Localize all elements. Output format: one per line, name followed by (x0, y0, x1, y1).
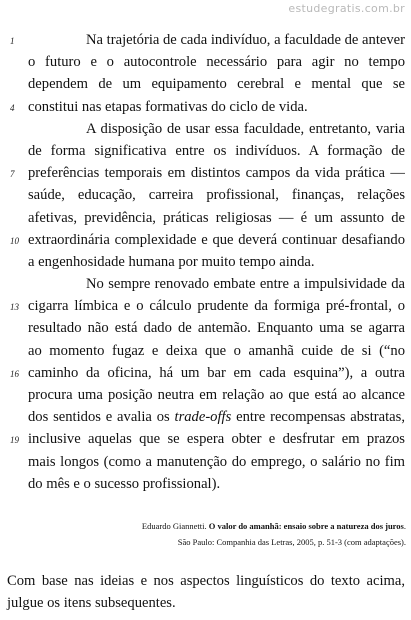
line-text (28, 51, 405, 73)
passage-line (0, 362, 411, 384)
passage-line (0, 317, 411, 339)
line-number: 19 (10, 435, 19, 446)
line-text-segment: a engenhosidade humana por muito tempo ainda. (28, 253, 315, 270)
line-text (28, 73, 405, 95)
text-passage (0, 29, 411, 495)
line-text-segment: No sempre renovado embate entre a impulsividade da (86, 276, 405, 293)
line-text-segment: do mês e o sucesso profissional). (28, 475, 221, 492)
line-number: 7 (10, 169, 15, 180)
source-citation (140, 519, 406, 550)
passage-line (0, 96, 411, 118)
line-text (28, 96, 405, 118)
passage-line (0, 340, 411, 362)
line-text-segment: o futuro e o autocontrole necessário para agir no tempo (28, 54, 405, 71)
passage-line (0, 251, 411, 273)
line-number: 13 (10, 302, 19, 313)
line-text-segment: extraordinária complexidade e que deverá continuar desafiando (28, 231, 405, 248)
line-text (28, 162, 405, 184)
line-text (86, 273, 405, 295)
line-text (28, 251, 405, 273)
line-text-segment: dependem de um equipamento cerebral e mental que se (28, 76, 405, 93)
source-publication: . São Paulo: Companhia das Letras, 2005, p. 51-3 (com adaptações). (177, 521, 406, 547)
line-text (28, 229, 405, 251)
line-text (28, 340, 405, 362)
line-text-segment: constitui nas etapas formativas do ciclo de vida. (28, 98, 308, 115)
line-text-segment: Na trajetória de cada indivíduo, a faculdade de antever (86, 32, 405, 48)
site-watermark: estudegratis.com.br (288, 2, 405, 15)
line-text-segment: saúde, educação, carreira profissional, finanças, relações (28, 187, 405, 204)
line-text (28, 451, 405, 473)
line-text (28, 384, 405, 406)
line-number: 1 (10, 36, 15, 46)
line-number: 16 (10, 368, 19, 379)
line-text (28, 295, 405, 317)
line-text-segment: afetivas, previdência, práticas religiosas — é um assunto de (28, 209, 405, 226)
line-text (28, 473, 405, 495)
line-text-segment: inclusive aquelas que se espera obter e desfrutar em prazos (28, 431, 405, 448)
line-text-segment: A disposição de usar essa faculdade, entretanto, varia (86, 120, 405, 137)
line-text-segment: de forma significativa entre os indivíduos. A formação de (28, 142, 405, 159)
line-text-segment: preferências temporais em distintos campos da vida prática — (28, 165, 405, 182)
passage-line (0, 428, 411, 450)
line-text (28, 406, 405, 428)
line-text (28, 362, 405, 384)
passage-line (0, 184, 411, 206)
italic-term: trade-offs (174, 409, 232, 426)
line-text-segment: cigarra límbica e o cálculo prudente da formiga pré-frontal, o (28, 298, 405, 315)
line-text (28, 140, 405, 162)
passage-line (0, 73, 411, 95)
line-text-segment: procura uma posição neutra em relação ao que está ao alcance (28, 387, 405, 403)
passage-line (0, 451, 411, 473)
passage-line (0, 140, 411, 162)
line-number: 4 (10, 102, 15, 113)
line-text (28, 207, 405, 229)
line-number: 10 (10, 235, 19, 246)
passage-line (0, 384, 411, 406)
line-text (28, 317, 405, 339)
line-text-segment: caminho da oficina, há um bar em cada esquina”), a outra (28, 364, 405, 381)
passage-line (0, 406, 411, 428)
passage-line (0, 29, 411, 51)
line-text (28, 428, 405, 450)
passage-line (0, 273, 411, 295)
source-author: Eduardo Giannetti. (141, 521, 207, 531)
line-text-segment: mais longos (como a manutenção do emprego, o salário no fim (28, 453, 405, 470)
passage-line (0, 473, 411, 495)
line-text (28, 184, 405, 206)
passage-line (0, 207, 411, 229)
passage-line (0, 162, 411, 184)
line-text (86, 29, 405, 51)
passage-line (0, 229, 411, 251)
question-prompt: Com base nas ideias e nos aspectos linguísticos do texto acima, julgue os itens subsequentes. (7, 573, 405, 611)
passage-line (0, 118, 411, 140)
source-title: O valor do amanhã: ensaio sobre a natureza dos juros (208, 521, 404, 531)
line-text (86, 118, 405, 140)
line-text-segment: resultado não está dado de antemão. Enquanto uma se agarra (28, 320, 405, 337)
passage-line (0, 295, 411, 317)
line-text-segment: ao momento fugaz e deixa que o amanhã cuide de si (“no (28, 342, 405, 359)
line-text-segment: entre recompensas abstratas, (231, 409, 405, 426)
passage-line (0, 51, 411, 73)
line-text-segment: dos sentidos e avalia os (28, 409, 175, 426)
